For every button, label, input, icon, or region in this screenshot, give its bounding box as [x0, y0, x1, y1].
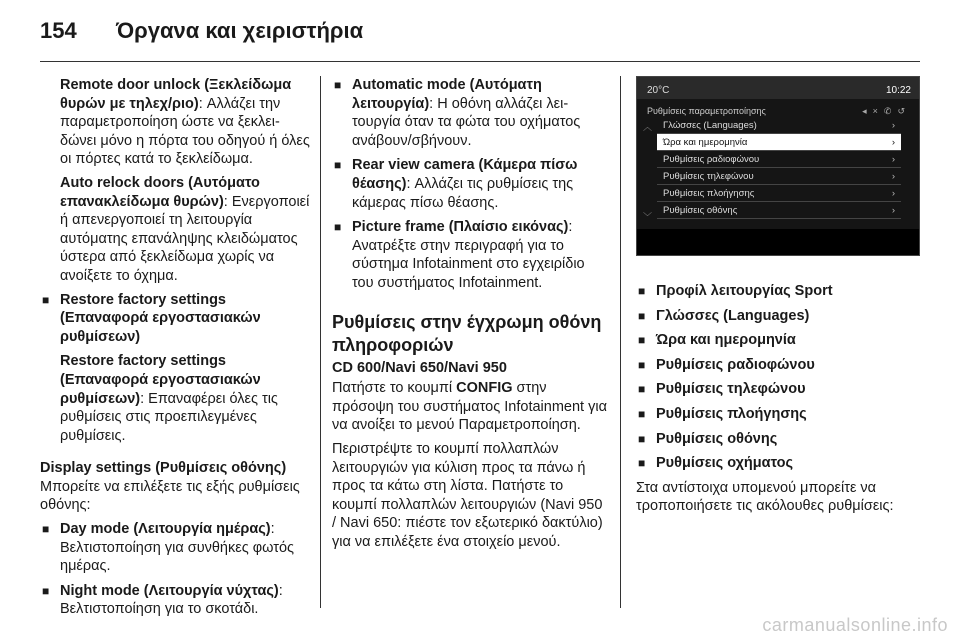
restore-factory-term: Restore factory settings (Επαναφορά εργοστασιακών ρυθμίσεων) [60, 353, 261, 407]
column-3 [636, 76, 920, 521]
config-text-pre: Πατήστε το κουμπί [332, 380, 457, 397]
phone-icon: ✆ [883, 106, 898, 116]
column-divider-2 [620, 76, 621, 608]
settings-menu-item: ■ Ώρα και ημερομηνία [636, 331, 920, 350]
settings-menu-item: ■ Ρυθμίσεις πλοήγησης [636, 405, 920, 424]
screen-temperature: 20°C [647, 85, 670, 96]
chevron-right-icon: › [891, 120, 895, 131]
screen-bottom-bar [637, 229, 919, 255]
page-header [40, 18, 920, 62]
page-number: 154 [40, 18, 77, 43]
screen-menu-item-label: Ώρα και ημερομηνία [663, 137, 748, 148]
display-settings-intro: Μπορείτε να επιλέξετε τις εξής ρυθμίσεις οθόνης: [40, 478, 300, 514]
settings-menu-item: ■ Ρυθμίσεις τηλεφώνου [636, 380, 920, 399]
config-paragraph [332, 379, 608, 435]
remote-door-unlock-text: : Αλλάζει την παραμετροποίηση ώστε να ξεκλειδώνει μόνο η πόρτα του οδηγού ή όλες οι πόρτες κατά το ξεκλείδωμα. [60, 95, 310, 168]
automatic-mode-text: : Η οθόνη αλλάζει λειτουργία όταν τα φώτα του οχήματος ανάβουν/σβήνουν. [352, 95, 581, 149]
night-mode-text: : Βελτιστοποίηση για το σκοτάδι. [60, 582, 283, 618]
rear-camera-bullet [332, 156, 608, 212]
automatic-mode-term: Automatic mode (Αυτόματη λειτουργία) [352, 77, 542, 112]
restore-factory-bullet: ■ Restore factory settings (Επαναφορά εργοστασιακών ρυθμίσεων) [40, 291, 310, 347]
color-display-heading: Ρυθμίσεις στην έγχρωμη οθόνη πληροφοριών [332, 311, 602, 355]
scroll-up-icon: ︿ [643, 122, 653, 132]
picture-frame-text: : Ανατρέξτε στην περιγραφή για το σύστημα Infotainment στο εγχειρίδιο του συστήματος Infotainment. [352, 219, 585, 291]
screen-menu-item-label: Ρυθμίσεις τηλεφώνου [663, 171, 754, 182]
auto-relock-paragraph [40, 174, 310, 286]
picture-frame-bullet [332, 218, 608, 292]
settings-menu-item: ■ Προφίλ λειτουργίας Sport [636, 282, 920, 301]
column-1 [40, 76, 310, 625]
remote-door-unlock-paragraph [40, 76, 310, 169]
rear-camera-text: : Αλλάζει τις ρυθμίσεις της κάμερας πίσω θέασης. [352, 175, 574, 211]
scroll-down-icon: ﹀ [643, 212, 653, 222]
screen-menu-list [657, 117, 901, 219]
knob-paragraph: Περιστρέψτε το κουμπί πολλαπλών λειτουργιών για κύλιση προς τα πάνω ή προς τα κάτω στη λίστα. Πατήστε το κουμπί πολλαπλών λειτουργιών (Navi 950 / Navi 650: πιέστε τον εξωτερικό δακτύλιο) για να επιλέξετε ένα στοιχείο μενού. [332, 440, 603, 550]
day-mode-text: : Βελτιστοποίηση για συνθήκες φωτός ημέρας. [60, 521, 295, 575]
screen-menu-title: Ρυθμίσεις παραμετροποίησης [647, 106, 766, 116]
rear-camera-term: Rear view camera (Κάμερα πίσω θέασης) [352, 157, 578, 192]
screen-status-bar [637, 77, 919, 99]
config-text-post: στην πρόσοψη του συστήματος Infotainment για να ανοίξει το μενού Παραμετροποίηση. [332, 380, 607, 434]
chevron-right-icon: › [891, 188, 895, 199]
display-settings-heading: Display settings (Ρυθμίσεις οθόνης) [40, 460, 287, 477]
settings-menu-item: ■ Ρυθμίσεις οθόνης [636, 430, 920, 449]
remote-door-unlock-term: Remote door unlock (Ξεκλείδωμα θυρών με τηλεχ/ριο) [60, 77, 292, 112]
day-mode-bullet [40, 520, 310, 576]
page-title: Όργανα και χειριστήρια [116, 18, 364, 43]
screen-clock: 10:22 [885, 85, 911, 96]
screen-menu-item-label: Ρυθμίσεις ραδιοφώνου [663, 154, 760, 165]
site-watermark: carmanualsonline.info [762, 615, 948, 635]
chevron-right-icon: › [891, 137, 895, 148]
picture-frame-term: Picture frame (Πλαίσιο εικόνας) [352, 219, 569, 236]
screen-menu-item [657, 185, 901, 202]
settings-menu-item: ■ Ρυθμίσεις ραδιοφώνου [636, 356, 920, 375]
sound-icon: ◂ [862, 106, 873, 116]
config-button-name: CONFIG [456, 380, 513, 397]
night-mode-term: Night mode (Λειτουργία νύχτας) [60, 582, 279, 599]
screen-menu-item [657, 151, 901, 168]
column-2 [332, 76, 608, 556]
screen-menu-item [657, 117, 901, 134]
settings-menu-list [636, 282, 920, 473]
screen-menu-item-label: Γλώσσες (Languages) [663, 120, 757, 131]
restore-factory-paragraph [40, 352, 310, 445]
auto-relock-term: Auto relock doors (Αυτόματο επανακλείδωμα θυρών) [60, 174, 260, 210]
screen-menu-item-label: Ρυθμίσεις πλοήγησης [663, 188, 755, 199]
screen-menu-item-label: Ρυθμίσεις οθόνης [663, 205, 738, 216]
screen-menu-item [657, 134, 901, 151]
submenu-closing-text: Στα αντίστοιχα υπομενού μπορείτε να τροποποιήσετε τις ακόλουθες ρυθμίσεις: [636, 479, 894, 515]
chevron-right-icon: › [891, 205, 895, 216]
settings-menu-item: ■ Ρυθμίσεις οχήματος [636, 454, 920, 473]
day-mode-term: Day mode (Λειτουργία ημέρας) [60, 521, 271, 538]
chevron-right-icon: › [891, 171, 895, 182]
auto-relock-text: : Ενεργοποιεί ή απενεργοποιεί τη λειτουργία αυτόματης επανάληψης κλειδώματος ύστερα από ξεκλείδωμα χωρίς να ανοίξετε το όχημα. [60, 193, 310, 284]
screen-menu-item [657, 202, 901, 219]
settings-menu-item: ■ Γλώσσες (Languages) [636, 307, 920, 326]
chevron-right-icon: › [891, 154, 895, 165]
screen-menu-item [657, 168, 901, 185]
restore-factory-text: : Επαναφέρει όλες τις ρυθμίσεις στις προεπιλεγμένες ρυθμίσεις. [60, 390, 278, 444]
mute-icon: × [872, 106, 884, 116]
screen-scroll-arrows [643, 121, 652, 223]
column-divider-1 [320, 76, 321, 608]
infotainment-screen-image [636, 76, 920, 256]
model-subheading: CD 600/Navi 650/Navi 950 [332, 359, 507, 376]
automatic-mode-bullet [332, 76, 608, 150]
back-icon: ↺ [897, 106, 911, 116]
night-mode-bullet [40, 582, 310, 619]
header-divider [40, 61, 920, 62]
